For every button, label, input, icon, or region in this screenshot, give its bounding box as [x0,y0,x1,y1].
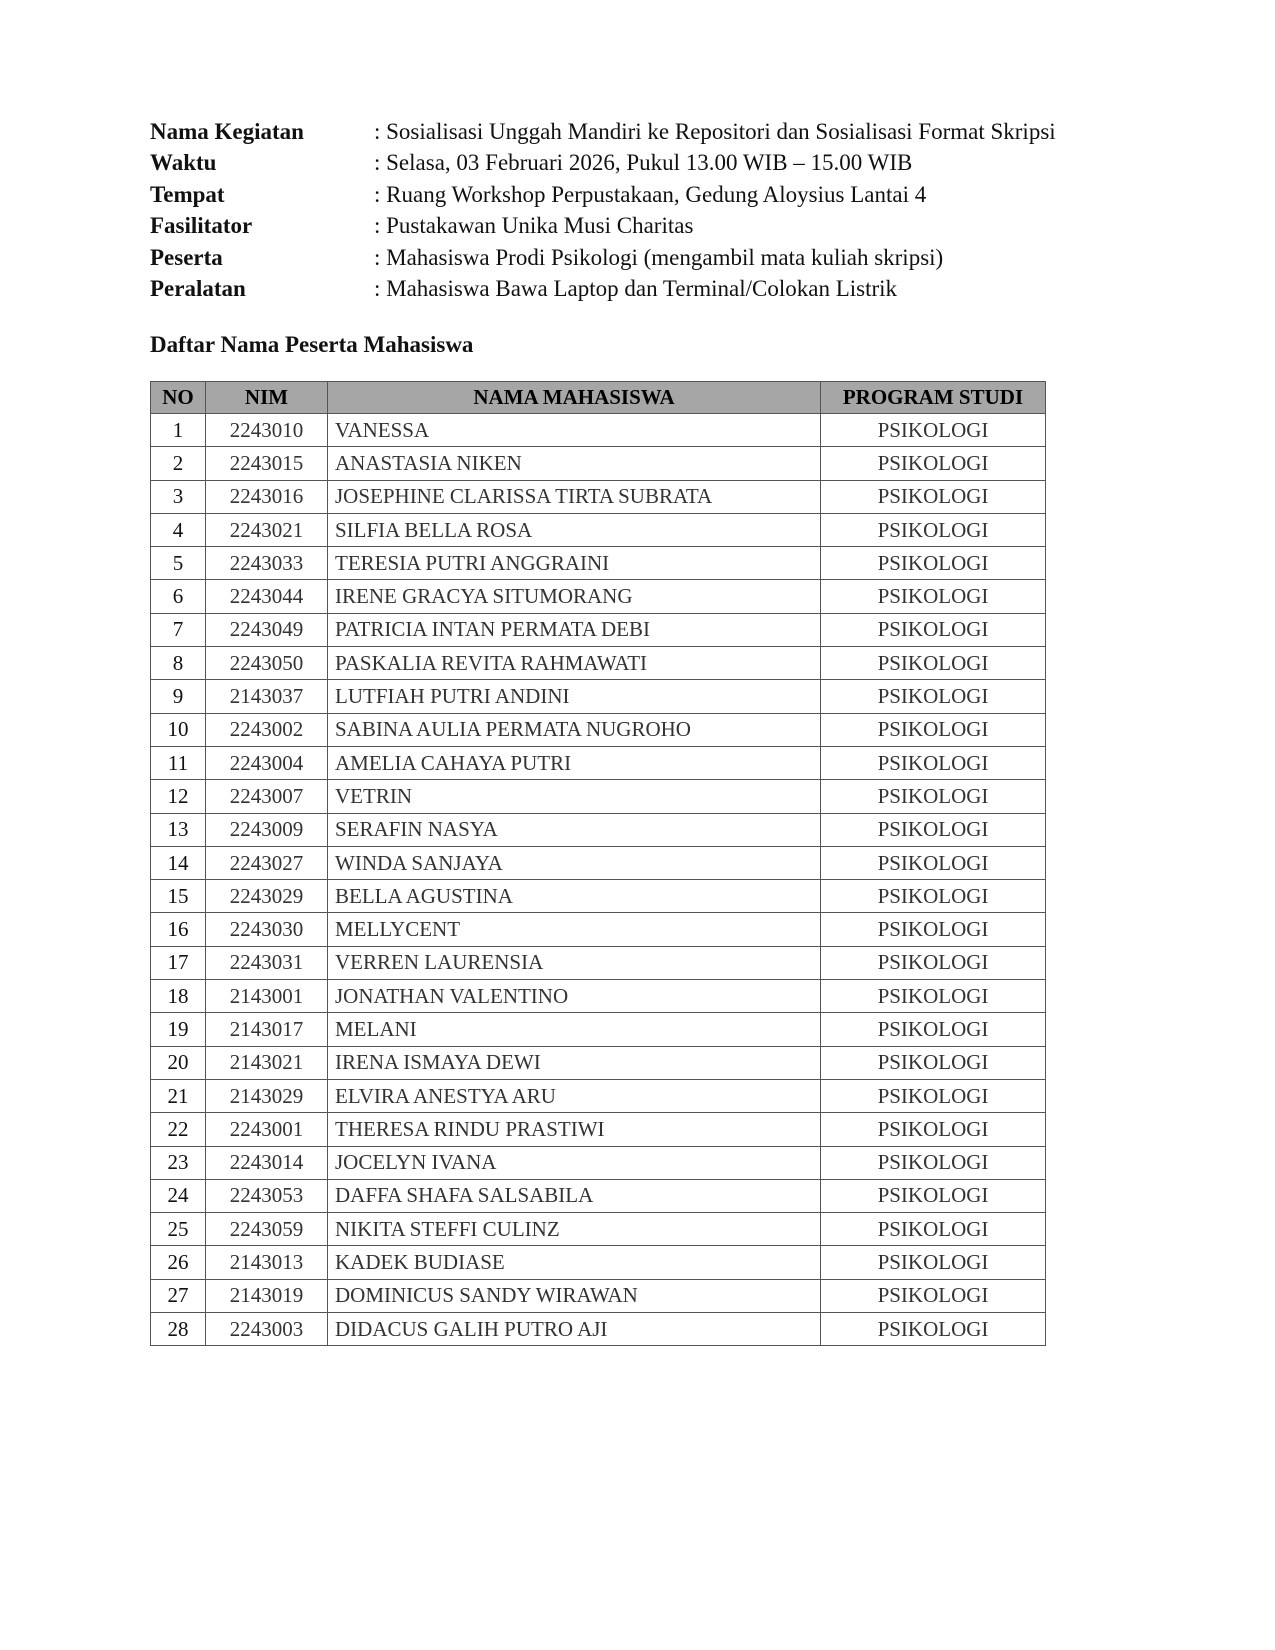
table-row [151,913,1046,946]
cell-name: JOSEPHINE CLARISSA TIRTA SUBRATA [328,480,821,513]
table-row [151,1313,1046,1346]
table-row [151,1246,1046,1279]
cell-program: PSIKOLOGI [821,480,1046,513]
cell-no: 3 [151,480,206,513]
table-row [151,880,1046,913]
cell-nim: 2243014 [206,1146,328,1179]
cell-program: PSIKOLOGI [821,880,1046,913]
info-label: Nama Kegiatan [150,118,304,144]
table-row [151,1113,1046,1146]
cell-no: 14 [151,846,206,879]
cell-no: 28 [151,1313,206,1346]
cell-name: AMELIA CAHAYA PUTRI [328,746,821,779]
info-value: : Sosialisasi Unggah Mandiri ke Repositori dan Sosialisasi Format Skripsi [374,118,1056,144]
cell-name: MELANI [328,1013,821,1046]
cell-program: PSIKOLOGI [821,1313,1046,1346]
table-header-row [151,382,1046,414]
cell-no: 27 [151,1279,206,1312]
cell-nim: 2143017 [206,1013,328,1046]
cell-no: 9 [151,680,206,713]
cell-name: JOCELYN IVANA [328,1146,821,1179]
cell-nim: 2243033 [206,547,328,580]
cell-program: PSIKOLOGI [821,680,1046,713]
cell-no: 12 [151,780,206,813]
table-row [151,1146,1046,1179]
table-row [151,813,1046,846]
table-row [151,1046,1046,1079]
info-row [150,242,1056,274]
cell-name: VANESSA [328,414,821,447]
cell-nim: 2243049 [206,613,328,646]
table-row [151,1213,1046,1246]
info-label: Peralatan [150,276,246,302]
table-row [151,680,1046,713]
cell-program: PSIKOLOGI [821,713,1046,746]
info-row [150,116,1056,148]
header-program: PROGRAM STUDI [821,382,1046,414]
cell-name: WINDA SANJAYA [328,846,821,879]
cell-no: 6 [151,580,206,613]
cell-name: PASKALIA REVITA RAHMAWATI [328,647,821,680]
cell-no: 26 [151,1246,206,1279]
cell-program: PSIKOLOGI [821,1113,1046,1146]
cell-program: PSIKOLOGI [821,1079,1046,1112]
cell-no: 19 [151,1013,206,1046]
cell-nim: 2243031 [206,946,328,979]
cell-no: 1 [151,414,206,447]
cell-nim: 2243053 [206,1179,328,1212]
cell-name: SERAFIN NASYA [328,813,821,846]
cell-program: PSIKOLOGI [821,1046,1046,1079]
cell-program: PSIKOLOGI [821,414,1046,447]
info-label: Peserta [150,244,223,270]
cell-nim: 2243003 [206,1313,328,1346]
cell-no: 2 [151,447,206,480]
event-info [150,116,1056,305]
cell-no: 23 [151,1146,206,1179]
cell-program: PSIKOLOGI [821,447,1046,480]
cell-program: PSIKOLOGI [821,613,1046,646]
info-label: Waktu [150,150,217,176]
table-row [151,1179,1046,1212]
info-row [150,211,1056,243]
table-row [151,580,1046,613]
info-row [150,179,1056,211]
table-row [151,647,1046,680]
table-row [151,513,1046,546]
cell-name: IRENE GRACYA SITUMORANG [328,580,821,613]
cell-nim: 2243001 [206,1113,328,1146]
info-value: : Selasa, 03 Februari 2026, Pukul 13.00 WIB – 15.00 WIB [374,150,913,176]
cell-no: 10 [151,713,206,746]
cell-program: PSIKOLOGI [821,647,1046,680]
cell-name: DAFFA SHAFA SALSABILA [328,1179,821,1212]
table-row [151,780,1046,813]
cell-program: PSIKOLOGI [821,980,1046,1013]
table-row [151,946,1046,979]
cell-name: TERESIA PUTRI ANGGRAINI [328,547,821,580]
cell-no: 16 [151,913,206,946]
cell-nim: 2243021 [206,513,328,546]
cell-program: PSIKOLOGI [821,913,1046,946]
cell-program: PSIKOLOGI [821,813,1046,846]
cell-program: PSIKOLOGI [821,580,1046,613]
cell-name: BELLA AGUSTINA [328,880,821,913]
cell-name: VETRIN [328,780,821,813]
cell-program: PSIKOLOGI [821,1179,1046,1212]
info-value: : Mahasiswa Prodi Psikologi (mengambil mata kuliah skripsi) [374,244,944,270]
cell-name: JONATHAN VALENTINO [328,980,821,1013]
header-nim: NIM [206,382,328,414]
table-row [151,1013,1046,1046]
table-row [151,547,1046,580]
cell-program: PSIKOLOGI [821,547,1046,580]
cell-name: THERESA RINDU PRASTIWI [328,1113,821,1146]
cell-no: 20 [151,1046,206,1079]
cell-no: 17 [151,946,206,979]
cell-name: MELLYCENT [328,913,821,946]
header-no: NO [151,382,206,414]
info-value: : Mahasiswa Bawa Laptop dan Terminal/Colokan Listrik [374,276,898,302]
cell-nim: 2143029 [206,1079,328,1112]
cell-program: PSIKOLOGI [821,1213,1046,1246]
cell-no: 7 [151,613,206,646]
table-row [151,447,1046,480]
info-row [150,148,1056,180]
cell-no: 25 [151,1213,206,1246]
info-row [150,274,1056,306]
info-label: Fasilitator [150,213,253,239]
cell-nim: 2143021 [206,1046,328,1079]
cell-nim: 2143013 [206,1246,328,1279]
cell-no: 22 [151,1113,206,1146]
table-row [151,980,1046,1013]
cell-nim: 2143037 [206,680,328,713]
cell-nim: 2243009 [206,813,328,846]
cell-name: ELVIRA ANESTYA ARU [328,1079,821,1112]
cell-program: PSIKOLOGI [821,1279,1046,1312]
cell-name: SABINA AULIA PERMATA NUGROHO [328,713,821,746]
cell-nim: 2243030 [206,913,328,946]
cell-name: IRENA ISMAYA DEWI [328,1046,821,1079]
cell-program: PSIKOLOGI [821,746,1046,779]
info-label: Tempat [150,181,225,207]
cell-no: 13 [151,813,206,846]
cell-program: PSIKOLOGI [821,1013,1046,1046]
cell-program: PSIKOLOGI [821,946,1046,979]
cell-name: LUTFIAH PUTRI ANDINI [328,680,821,713]
cell-nim: 2243015 [206,447,328,480]
cell-nim: 2243059 [206,1213,328,1246]
cell-name: NIKITA STEFFI CULINZ [328,1213,821,1246]
table-row [151,414,1046,447]
cell-name: PATRICIA INTAN PERMATA DEBI [328,613,821,646]
cell-nim: 2243027 [206,846,328,879]
table-row [151,480,1046,513]
cell-name: VERREN LAURENSIA [328,946,821,979]
cell-nim: 2143001 [206,980,328,1013]
table-row [151,1279,1046,1312]
cell-no: 15 [151,880,206,913]
cell-nim: 2243002 [206,713,328,746]
cell-name: ANASTASIA NIKEN [328,447,821,480]
cell-name: DIDACUS GALIH PUTRO AJI [328,1313,821,1346]
info-value: : Ruang Workshop Perpustakaan, Gedung Aloysius Lantai 4 [374,181,927,207]
cell-no: 8 [151,647,206,680]
cell-nim: 2143019 [206,1279,328,1312]
participant-table [150,381,1046,1346]
table-row [151,713,1046,746]
cell-name: KADEK BUDIASE [328,1246,821,1279]
section-title: Daftar Nama Peserta Mahasiswa [150,332,474,357]
cell-program: PSIKOLOGI [821,513,1046,546]
cell-program: PSIKOLOGI [821,1146,1046,1179]
cell-name: SILFIA BELLA ROSA [328,513,821,546]
cell-no: 24 [151,1179,206,1212]
cell-nim: 2243050 [206,647,328,680]
header-name: NAMA MAHASISWA [328,382,821,414]
cell-no: 11 [151,746,206,779]
cell-no: 4 [151,513,206,546]
cell-no: 18 [151,980,206,1013]
table-row [151,1079,1046,1112]
cell-nim: 2243010 [206,414,328,447]
cell-nim: 2243004 [206,746,328,779]
cell-program: PSIKOLOGI [821,1246,1046,1279]
cell-nim: 2243044 [206,580,328,613]
table-row [151,746,1046,779]
cell-program: PSIKOLOGI [821,846,1046,879]
cell-name: DOMINICUS SANDY WIRAWAN [328,1279,821,1312]
cell-nim: 2243016 [206,480,328,513]
table-row [151,846,1046,879]
cell-no: 5 [151,547,206,580]
cell-no: 21 [151,1079,206,1112]
cell-nim: 2243007 [206,780,328,813]
info-value: : Pustakawan Unika Musi Charitas [374,213,694,239]
cell-program: PSIKOLOGI [821,780,1046,813]
table-row [151,613,1046,646]
cell-nim: 2243029 [206,880,328,913]
